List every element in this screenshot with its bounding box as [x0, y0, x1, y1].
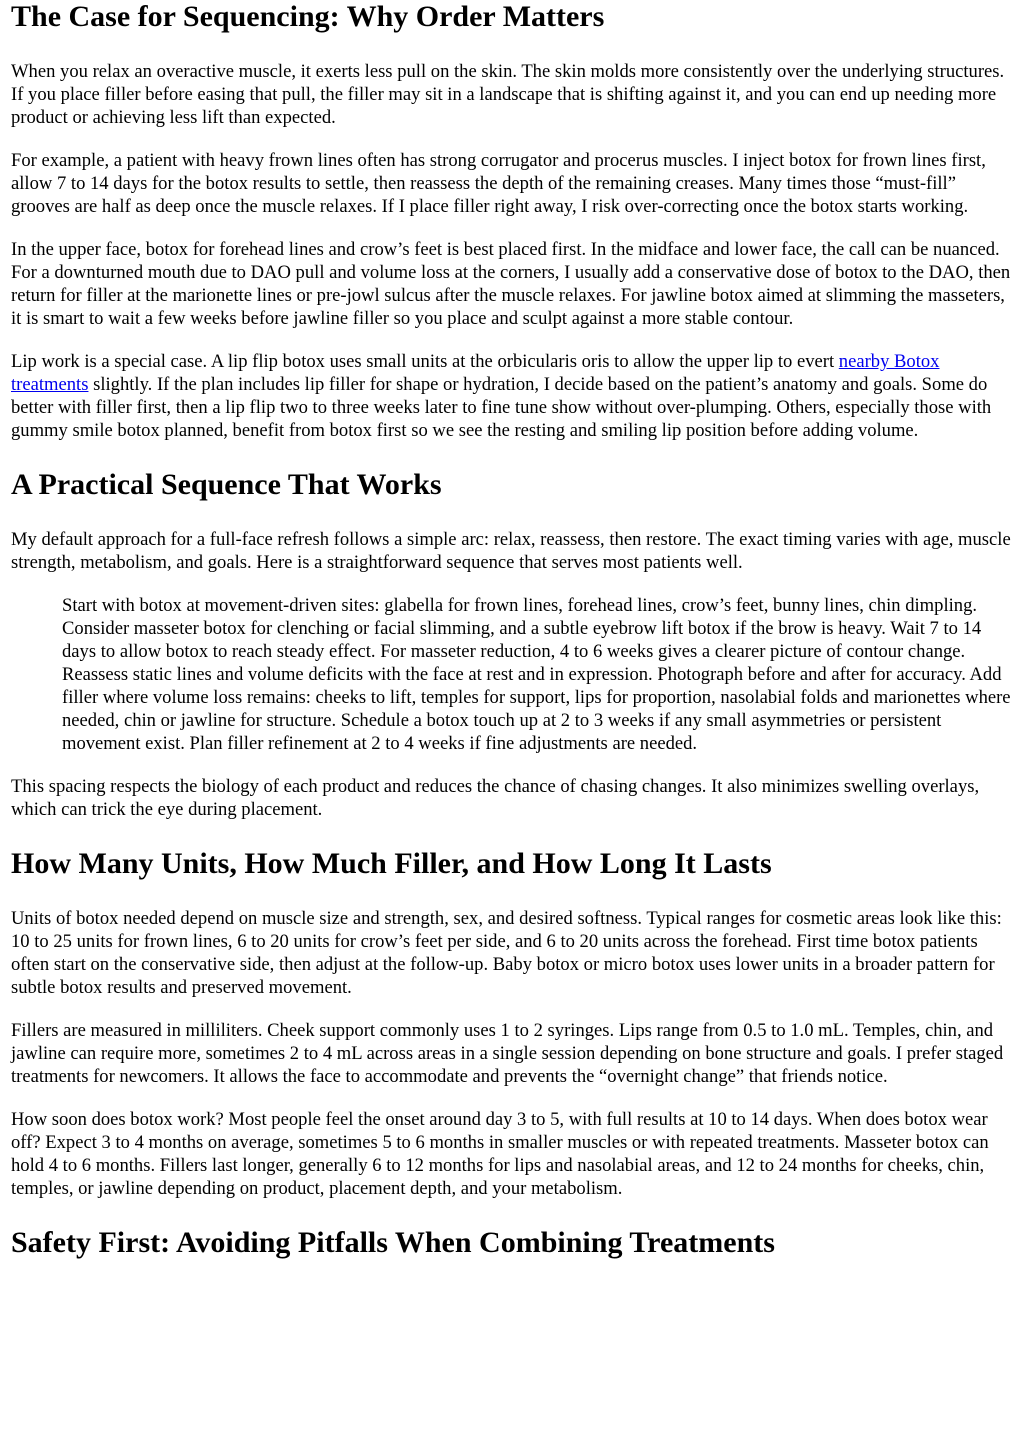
paragraph-filler-amounts: Fillers are measured in milliliters. Cheek support commonly uses 1 to 2 syringes. Lips range from 0.5 to 1.0 mL. Temples, chin, and jawline can require more, sometimes 2 to 4 mL across areas in a single session depending on bone structure and goals. I prefer staged treatments for newcomers. It allows the face to accommodate and prevents the “overnight change” that friends notice. [11, 1020, 1004, 1087]
sequence-steps-block: Start with botox at movement-driven sites: glabella for frown lines, forehead lines, crow’s feet, bunny lines, chin dimpling. Consider masseter botox for clenching or facial slimming, and a subtle eyebrow lift botox if the brow is heavy. Wait 7 to 14 days to allow botox to reach steady effect. For masseter reduction, 4 to 6 weeks gives a clearer picture of contour change. Reassess static lines and volume deficits with the face at rest and in expression. Photograph before and after for accuracy. Add filler where volume loss remains: cheeks to lift, temples for support, lips for proportion, nasolabial folds and marionettes where needed, chin or jawline for structure. Schedule a botox touch up at 2 to 3 weeks if any small asymmetries or persistent movement exist. Plan filler refinement at 2 to 4 weeks if fine adjustments are needed. [62, 595, 1011, 754]
paragraph-spacing: This spacing respects the biology of each product and reduces the chance of chasing changes. It also minimizes swelling overlays, which can trick the eye during placement. [11, 776, 980, 820]
section-heading-practical-sequence: A Practical Sequence That Works [11, 468, 442, 501]
section-heading-sequencing: The Case for Sequencing: Why Order Matters [11, 0, 605, 33]
section-heading-safety: Safety First: Avoiding Pitfalls When Combining Treatments [11, 1226, 775, 1259]
lip-work-text-before: Lip work is a special case. A lip flip botox uses small units at the orbicularis oris to allow the upper lip to evert [11, 351, 839, 372]
section-heading-units-filler: How Many Units, How Much Filler, and How Long It Lasts [11, 847, 772, 880]
paragraph-frown-lines-example: For example, a patient with heavy frown lines often has strong corrugator and procerus muscles. I inject botox for frown lines first, allow 7 to 14 days for the botox results to settle, then reassess the depth of the remaining creases. Many times those “must-fill” grooves are half as deep once the muscle relaxes. If I place filler right away, I risk over-correcting once the botox starts working. [11, 150, 986, 217]
lip-work-text-after: slightly. If the plan includes lip filler for shape or hydration, I decide based on the patient’s anatomy and goals. Some do better with filler first, then a lip flip two to three weeks later to fine tune show without over-plumping. Others, especially those with gummy smile botox planned, benefit from botox first so we see the resting and smiling lip position before adding volume. [11, 374, 992, 441]
paragraph-default-approach: My default approach for a full-face refresh follows a simple arc: relax, reassess, then restore. The exact timing varies with age, muscle strength, metabolism, and goals. Here is a straightforward sequence that serves most patients well. [11, 529, 1011, 573]
nearby-botox-treatments-link[interactable]: nearby Botox treatments [11, 351, 940, 395]
paragraph-botox-units: Units of botox needed depend on muscle size and strength, sex, and desired softness. Typical ranges for cosmetic areas look like this: 10 to 25 units for frown lines, 6 to 20 units for crow’s feet per side, and 6 to 20 units across the forehead. First time botox patients often start on the conservative side, then adjust at the follow-up. Baby botox or micro botox uses lower units in a broader pattern for subtle botox results and preserved movement. [11, 908, 1002, 998]
paragraph-lip-work [11, 350, 1013, 442]
paragraph-duration: How soon does botox work? Most people feel the onset around day 3 to 5, with full results at 10 to 14 days. When does botox wear off? Expect 3 to 4 months on average, sometimes 5 to 6 months in smaller muscles or with repeated treatments. Masseter botox can hold 4 to 6 months. Fillers last longer, generally 6 to 12 months for lips and nasolabial areas, and 12 to 24 months for cheeks, chin, temples, or jawline depending on product, placement depth, and your metabolism. [11, 1109, 989, 1199]
paragraph-muscle-pull: When you relax an overactive muscle, it exerts less pull on the skin. The skin molds more consistently over the underlying structures. If you place filler before easing that pull, the filler may sit in a landscape that is shifting against it, and you can end up needing more product or achieving less lift than expected. [11, 61, 1005, 128]
paragraph-upper-lower-face: In the upper face, botox for forehead lines and crow’s feet is best placed first. In the midface and lower face, the call can be nuanced. For a downturned mouth due to DAO pull and volume loss at the corners, I usually add a conservative dose of botox to the DAO, then return for filler at the marionette lines or pre-jowl sulcus after the muscle relaxes. For jawline botox aimed at slimming the masseters, it is smart to wait a few weeks before jawline filler so you place and sculpt against a more stable contour. [11, 239, 1011, 329]
